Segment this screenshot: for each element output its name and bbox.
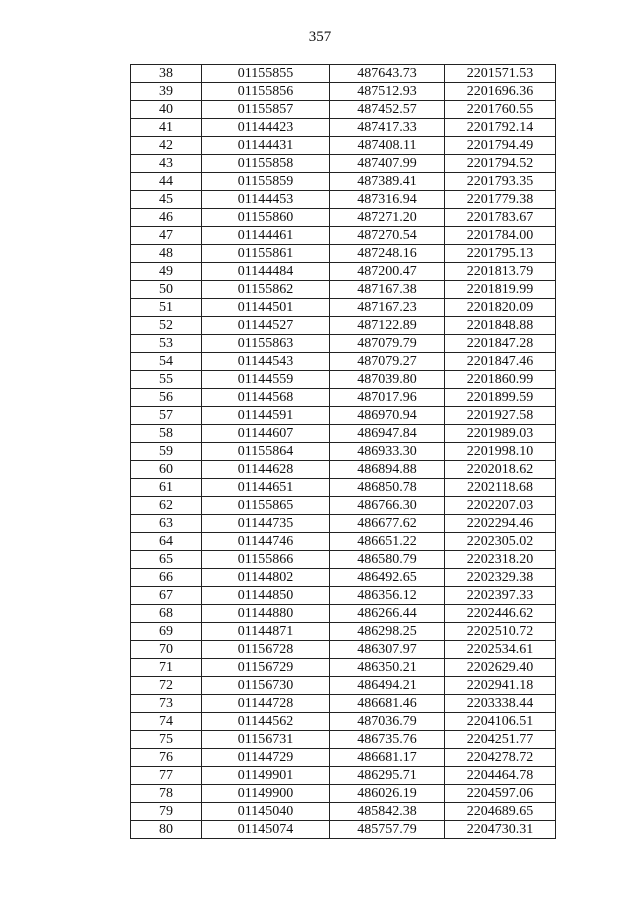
table-row xyxy=(131,515,556,533)
x-coordinate-cell: 485842.38 xyxy=(330,803,445,821)
y-coordinate-cell: 2201793.35 xyxy=(445,173,556,191)
point-id-cell: 01155862 xyxy=(202,281,330,299)
coordinates-table-body xyxy=(131,65,556,839)
x-coordinate-cell: 486947.84 xyxy=(330,425,445,443)
point-id-cell: 01144651 xyxy=(202,479,330,497)
point-number-cell: 79 xyxy=(131,803,202,821)
point-id-cell: 01156729 xyxy=(202,659,330,677)
point-id-cell: 01144729 xyxy=(202,749,330,767)
table-row xyxy=(131,245,556,263)
y-coordinate-cell: 2201571.53 xyxy=(445,65,556,83)
point-number-cell: 61 xyxy=(131,479,202,497)
y-coordinate-cell: 2201899.59 xyxy=(445,389,556,407)
table-row xyxy=(131,641,556,659)
x-coordinate-cell: 486850.78 xyxy=(330,479,445,497)
x-coordinate-cell: 486026.19 xyxy=(330,785,445,803)
point-number-cell: 66 xyxy=(131,569,202,587)
point-number-cell: 73 xyxy=(131,695,202,713)
table-row xyxy=(131,317,556,335)
table-row xyxy=(131,821,556,839)
point-id-cell: 01144501 xyxy=(202,299,330,317)
point-number-cell: 77 xyxy=(131,767,202,785)
point-number-cell: 60 xyxy=(131,461,202,479)
point-id-cell: 01144802 xyxy=(202,569,330,587)
table-row xyxy=(131,443,556,461)
table-row xyxy=(131,155,556,173)
x-coordinate-cell: 487079.27 xyxy=(330,353,445,371)
y-coordinate-cell: 2201847.28 xyxy=(445,335,556,353)
point-number-cell: 68 xyxy=(131,605,202,623)
x-coordinate-cell: 486295.71 xyxy=(330,767,445,785)
x-coordinate-cell: 486494.21 xyxy=(330,677,445,695)
x-coordinate-cell: 487039.80 xyxy=(330,371,445,389)
point-number-cell: 42 xyxy=(131,137,202,155)
table-row xyxy=(131,497,556,515)
x-coordinate-cell: 486307.97 xyxy=(330,641,445,659)
x-coordinate-cell: 486933.30 xyxy=(330,443,445,461)
point-number-cell: 63 xyxy=(131,515,202,533)
point-id-cell: 01155865 xyxy=(202,497,330,515)
point-number-cell: 51 xyxy=(131,299,202,317)
x-coordinate-cell: 487270.54 xyxy=(330,227,445,245)
table-row xyxy=(131,533,556,551)
table-row xyxy=(131,551,556,569)
point-number-cell: 50 xyxy=(131,281,202,299)
y-coordinate-cell: 2201860.99 xyxy=(445,371,556,389)
x-coordinate-cell: 487036.79 xyxy=(330,713,445,731)
y-coordinate-cell: 2202318.20 xyxy=(445,551,556,569)
coordinates-table xyxy=(130,64,556,839)
point-number-cell: 54 xyxy=(131,353,202,371)
point-number-cell: 72 xyxy=(131,677,202,695)
table-row xyxy=(131,65,556,83)
point-number-cell: 62 xyxy=(131,497,202,515)
table-row xyxy=(131,371,556,389)
table-row xyxy=(131,605,556,623)
y-coordinate-cell: 2201989.03 xyxy=(445,425,556,443)
y-coordinate-cell: 2204106.51 xyxy=(445,713,556,731)
point-number-cell: 43 xyxy=(131,155,202,173)
table-row xyxy=(131,407,556,425)
table-row xyxy=(131,209,556,227)
point-id-cell: 01144461 xyxy=(202,227,330,245)
point-id-cell: 01155861 xyxy=(202,245,330,263)
y-coordinate-cell: 2204689.65 xyxy=(445,803,556,821)
point-id-cell: 01144735 xyxy=(202,515,330,533)
point-number-cell: 71 xyxy=(131,659,202,677)
table-row xyxy=(131,119,556,137)
point-number-cell: 56 xyxy=(131,389,202,407)
y-coordinate-cell: 2204730.31 xyxy=(445,821,556,839)
table-row xyxy=(131,731,556,749)
x-coordinate-cell: 486350.21 xyxy=(330,659,445,677)
x-coordinate-cell: 486766.30 xyxy=(330,497,445,515)
y-coordinate-cell: 2201819.99 xyxy=(445,281,556,299)
y-coordinate-cell: 2201696.36 xyxy=(445,83,556,101)
point-number-cell: 38 xyxy=(131,65,202,83)
x-coordinate-cell: 487408.11 xyxy=(330,137,445,155)
y-coordinate-cell: 2201792.14 xyxy=(445,119,556,137)
table-row xyxy=(131,389,556,407)
x-coordinate-cell: 486970.94 xyxy=(330,407,445,425)
point-number-cell: 57 xyxy=(131,407,202,425)
point-id-cell: 01144871 xyxy=(202,623,330,641)
point-id-cell: 01145040 xyxy=(202,803,330,821)
x-coordinate-cell: 487248.16 xyxy=(330,245,445,263)
point-id-cell: 01144559 xyxy=(202,371,330,389)
table-row xyxy=(131,695,556,713)
point-id-cell: 01144607 xyxy=(202,425,330,443)
table-row xyxy=(131,137,556,155)
y-coordinate-cell: 2202397.33 xyxy=(445,587,556,605)
point-number-cell: 45 xyxy=(131,191,202,209)
point-id-cell: 01155859 xyxy=(202,173,330,191)
x-coordinate-cell: 486677.62 xyxy=(330,515,445,533)
y-coordinate-cell: 2201927.58 xyxy=(445,407,556,425)
table-row xyxy=(131,713,556,731)
point-id-cell: 01144431 xyxy=(202,137,330,155)
point-id-cell: 01145074 xyxy=(202,821,330,839)
x-coordinate-cell: 486651.22 xyxy=(330,533,445,551)
point-id-cell: 01144880 xyxy=(202,605,330,623)
table-row xyxy=(131,281,556,299)
y-coordinate-cell: 2202018.62 xyxy=(445,461,556,479)
point-id-cell: 01149900 xyxy=(202,785,330,803)
point-id-cell: 01155857 xyxy=(202,101,330,119)
table-row xyxy=(131,479,556,497)
point-number-cell: 80 xyxy=(131,821,202,839)
point-number-cell: 40 xyxy=(131,101,202,119)
point-number-cell: 76 xyxy=(131,749,202,767)
point-id-cell: 01144453 xyxy=(202,191,330,209)
y-coordinate-cell: 2204278.72 xyxy=(445,749,556,767)
table-row xyxy=(131,659,556,677)
x-coordinate-cell: 486894.88 xyxy=(330,461,445,479)
point-id-cell: 01155855 xyxy=(202,65,330,83)
table-row xyxy=(131,461,556,479)
x-coordinate-cell: 487079.79 xyxy=(330,335,445,353)
x-coordinate-cell: 486735.76 xyxy=(330,731,445,749)
y-coordinate-cell: 2201784.00 xyxy=(445,227,556,245)
y-coordinate-cell: 2202207.03 xyxy=(445,497,556,515)
point-number-cell: 39 xyxy=(131,83,202,101)
point-number-cell: 53 xyxy=(131,335,202,353)
y-coordinate-cell: 2201847.46 xyxy=(445,353,556,371)
y-coordinate-cell: 2201783.67 xyxy=(445,209,556,227)
x-coordinate-cell: 486356.12 xyxy=(330,587,445,605)
x-coordinate-cell: 487017.96 xyxy=(330,389,445,407)
y-coordinate-cell: 2201820.09 xyxy=(445,299,556,317)
point-id-cell: 01144628 xyxy=(202,461,330,479)
point-number-cell: 70 xyxy=(131,641,202,659)
point-id-cell: 01144423 xyxy=(202,119,330,137)
table-row xyxy=(131,785,556,803)
y-coordinate-cell: 2204464.78 xyxy=(445,767,556,785)
point-id-cell: 01144562 xyxy=(202,713,330,731)
x-coordinate-cell: 486492.65 xyxy=(330,569,445,587)
table-row xyxy=(131,299,556,317)
point-number-cell: 67 xyxy=(131,587,202,605)
x-coordinate-cell: 486266.44 xyxy=(330,605,445,623)
x-coordinate-cell: 487122.89 xyxy=(330,317,445,335)
y-coordinate-cell: 2202329.38 xyxy=(445,569,556,587)
table-row xyxy=(131,227,556,245)
page-number: 357 xyxy=(308,29,332,45)
y-coordinate-cell: 2202118.68 xyxy=(445,479,556,497)
point-number-cell: 69 xyxy=(131,623,202,641)
table-row xyxy=(131,425,556,443)
x-coordinate-cell: 486298.25 xyxy=(330,623,445,641)
x-coordinate-cell: 485757.79 xyxy=(330,821,445,839)
x-coordinate-cell: 487643.73 xyxy=(330,65,445,83)
point-id-cell: 01144850 xyxy=(202,587,330,605)
point-number-cell: 46 xyxy=(131,209,202,227)
point-number-cell: 65 xyxy=(131,551,202,569)
point-number-cell: 48 xyxy=(131,245,202,263)
point-number-cell: 47 xyxy=(131,227,202,245)
point-id-cell: 01155858 xyxy=(202,155,330,173)
table-row xyxy=(131,335,556,353)
x-coordinate-cell: 486580.79 xyxy=(330,551,445,569)
point-number-cell: 59 xyxy=(131,443,202,461)
y-coordinate-cell: 2204597.06 xyxy=(445,785,556,803)
y-coordinate-cell: 2202941.18 xyxy=(445,677,556,695)
x-coordinate-cell: 486681.17 xyxy=(330,749,445,767)
point-number-cell: 78 xyxy=(131,785,202,803)
table-row xyxy=(131,623,556,641)
y-coordinate-cell: 2201779.38 xyxy=(445,191,556,209)
point-number-cell: 52 xyxy=(131,317,202,335)
x-coordinate-cell: 486681.46 xyxy=(330,695,445,713)
y-coordinate-cell: 2202305.02 xyxy=(445,533,556,551)
x-coordinate-cell: 487417.33 xyxy=(330,119,445,137)
point-id-cell: 01144746 xyxy=(202,533,330,551)
point-id-cell: 01144591 xyxy=(202,407,330,425)
point-number-cell: 41 xyxy=(131,119,202,137)
point-id-cell: 01156730 xyxy=(202,677,330,695)
y-coordinate-cell: 2202294.46 xyxy=(445,515,556,533)
y-coordinate-cell: 2201998.10 xyxy=(445,443,556,461)
x-coordinate-cell: 487452.57 xyxy=(330,101,445,119)
y-coordinate-cell: 2202629.40 xyxy=(445,659,556,677)
point-id-cell: 01155856 xyxy=(202,83,330,101)
x-coordinate-cell: 487389.41 xyxy=(330,173,445,191)
point-number-cell: 64 xyxy=(131,533,202,551)
y-coordinate-cell: 2203338.44 xyxy=(445,695,556,713)
point-id-cell: 01156731 xyxy=(202,731,330,749)
x-coordinate-cell: 487407.99 xyxy=(330,155,445,173)
point-number-cell: 44 xyxy=(131,173,202,191)
x-coordinate-cell: 487271.20 xyxy=(330,209,445,227)
point-id-cell: 01144543 xyxy=(202,353,330,371)
x-coordinate-cell: 487167.38 xyxy=(330,281,445,299)
point-id-cell: 01155863 xyxy=(202,335,330,353)
y-coordinate-cell: 2201848.88 xyxy=(445,317,556,335)
y-coordinate-cell: 2202446.62 xyxy=(445,605,556,623)
y-coordinate-cell: 2204251.77 xyxy=(445,731,556,749)
y-coordinate-cell: 2201795.13 xyxy=(445,245,556,263)
point-id-cell: 01155864 xyxy=(202,443,330,461)
table-row xyxy=(131,83,556,101)
table-row xyxy=(131,767,556,785)
point-number-cell: 58 xyxy=(131,425,202,443)
point-number-cell: 74 xyxy=(131,713,202,731)
y-coordinate-cell: 2202534.61 xyxy=(445,641,556,659)
table-row xyxy=(131,587,556,605)
table-row xyxy=(131,803,556,821)
table-row xyxy=(131,569,556,587)
y-coordinate-cell: 2201760.55 xyxy=(445,101,556,119)
point-number-cell: 49 xyxy=(131,263,202,281)
table-row xyxy=(131,263,556,281)
point-id-cell: 01144484 xyxy=(202,263,330,281)
y-coordinate-cell: 2201813.79 xyxy=(445,263,556,281)
x-coordinate-cell: 487200.47 xyxy=(330,263,445,281)
x-coordinate-cell: 487167.23 xyxy=(330,299,445,317)
point-id-cell: 01156728 xyxy=(202,641,330,659)
point-id-cell: 01144527 xyxy=(202,317,330,335)
point-id-cell: 01155860 xyxy=(202,209,330,227)
point-number-cell: 75 xyxy=(131,731,202,749)
table-row xyxy=(131,353,556,371)
point-id-cell: 01144728 xyxy=(202,695,330,713)
y-coordinate-cell: 2202510.72 xyxy=(445,623,556,641)
y-coordinate-cell: 2201794.52 xyxy=(445,155,556,173)
table-row xyxy=(131,749,556,767)
table-row xyxy=(131,677,556,695)
x-coordinate-cell: 487316.94 xyxy=(330,191,445,209)
x-coordinate-cell: 487512.93 xyxy=(330,83,445,101)
table-row xyxy=(131,191,556,209)
point-id-cell: 01149901 xyxy=(202,767,330,785)
point-id-cell: 01144568 xyxy=(202,389,330,407)
point-id-cell: 01155866 xyxy=(202,551,330,569)
table-row xyxy=(131,101,556,119)
table-row xyxy=(131,173,556,191)
point-number-cell: 55 xyxy=(131,371,202,389)
y-coordinate-cell: 2201794.49 xyxy=(445,137,556,155)
